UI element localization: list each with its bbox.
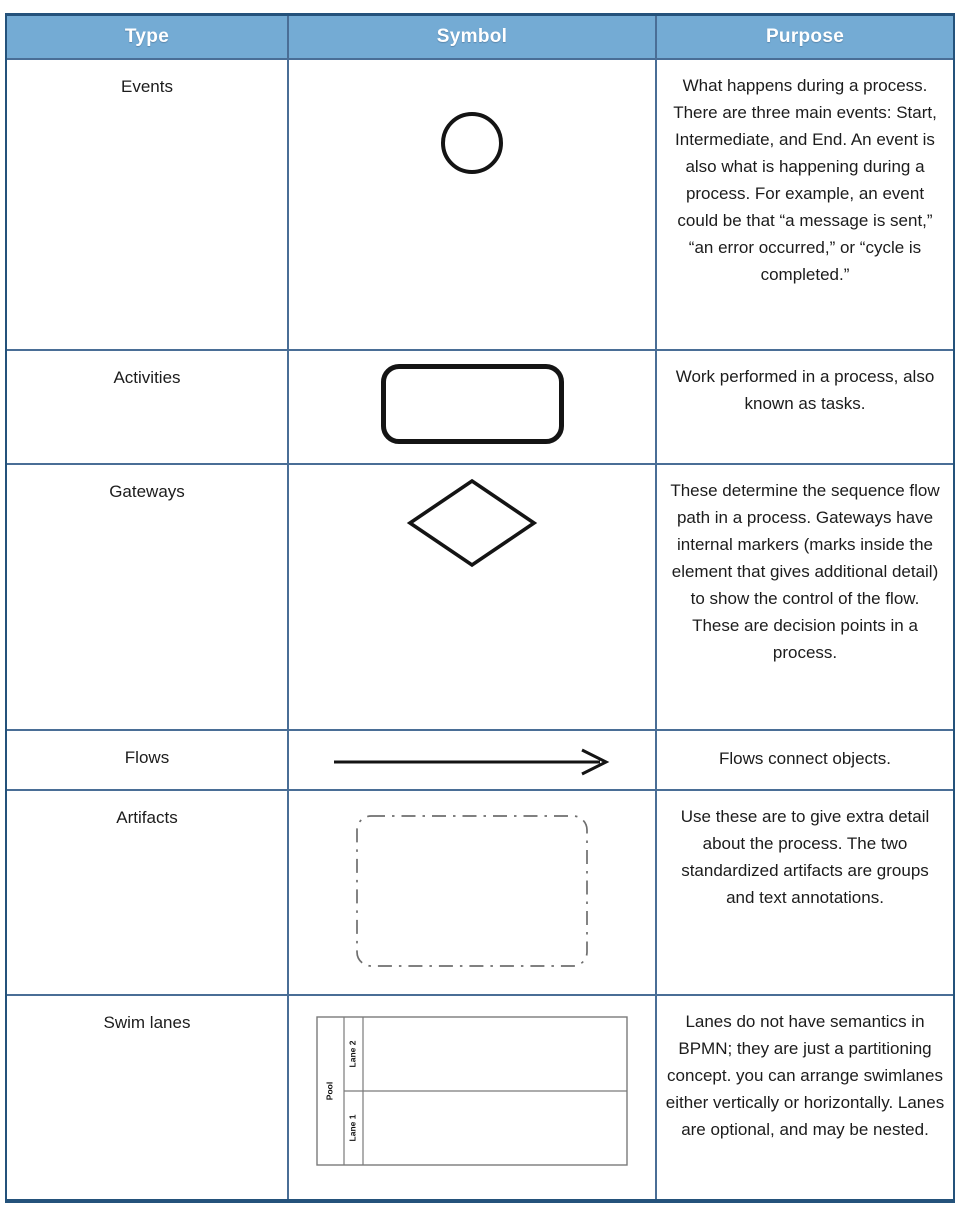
row-gateways-symbol bbox=[289, 465, 655, 729]
row-artifacts-purpose: Use these are to give extra detail about the process. The two standardized artifacts are groups and text annotations. bbox=[657, 791, 953, 994]
sequence-flow-arrow-icon bbox=[330, 746, 614, 778]
bpmn-symbols-table bbox=[5, 13, 955, 1203]
header-purpose: Purpose bbox=[657, 16, 953, 58]
row-activities-symbol bbox=[289, 351, 655, 463]
event-circle-icon bbox=[441, 112, 503, 174]
gateway-diamond-icon bbox=[406, 478, 538, 568]
row-artifacts-symbol bbox=[289, 791, 655, 994]
row-events-symbol bbox=[289, 60, 655, 349]
header-type: Type bbox=[7, 16, 287, 58]
lane2-label: Lane 2 bbox=[347, 1040, 358, 1068]
row-activities-purpose: Work performed in a process, also known as tasks. bbox=[657, 351, 953, 463]
row-flows-symbol bbox=[289, 731, 655, 789]
row-flows-type: Flows bbox=[7, 731, 287, 789]
row-artifacts-type: Artifacts bbox=[7, 791, 287, 994]
group-dash-dot-rectangle-icon bbox=[355, 814, 589, 968]
row-flows-purpose: Flows connect objects. bbox=[657, 731, 953, 789]
row-swimlanes-purpose: Lanes do not have semantics in BPMN; they are just a partitioning concept. you can arrange swimlanes either vertically or horizontally. Lanes are optional, and may be nested. bbox=[657, 996, 953, 1199]
row-events-purpose: What happens during a process. There are three main events: Start, Intermediate, and End. An event is also what is happening during a process. For example, an event could be that “a message is sent,” “an error occurred,” or “cycle is completed.” bbox=[657, 60, 953, 349]
row-activities-type: Activities bbox=[7, 351, 287, 463]
row-swimlanes-type: Swim lanes bbox=[7, 996, 287, 1199]
header-symbol: Symbol bbox=[289, 16, 655, 58]
task-rounded-rectangle-icon bbox=[381, 364, 564, 444]
lane1-label: Lane 1 bbox=[347, 1114, 358, 1142]
row-swimlanes-symbol bbox=[289, 996, 655, 1199]
row-gateways-type: Gateways bbox=[7, 465, 287, 729]
pool-label: Pool bbox=[324, 1081, 335, 1101]
row-gateways-purpose: These determine the sequence flow path in a process. Gateways have internal markers (marks inside the element that gives additional detail) to show the control of the flow. These are decision points in a process. bbox=[657, 465, 953, 729]
pool-with-lanes-icon bbox=[316, 1016, 628, 1166]
table-grid bbox=[7, 16, 953, 1199]
row-events-type: Events bbox=[7, 60, 287, 349]
